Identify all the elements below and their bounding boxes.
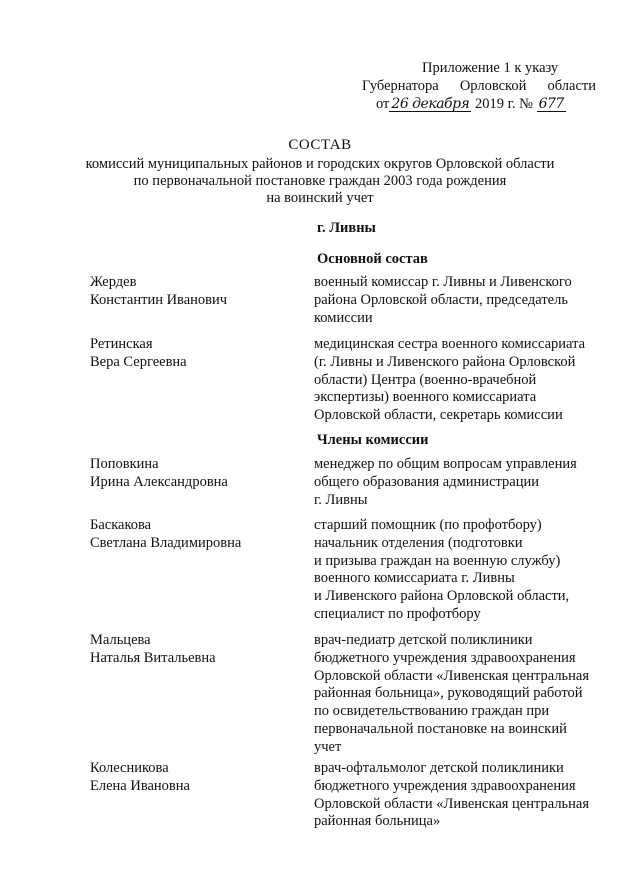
member-role [314, 274, 614, 327]
title-line-1: комиссий муниципальных районов и городских округов Орловской области [85, 156, 555, 172]
role-line: Орловской области «Ливенская центральная [314, 795, 590, 812]
section-members-heading: Члены комиссии [317, 432, 429, 448]
member-name [90, 456, 300, 492]
role-line: врач-педиатр детской поликлиники [314, 632, 533, 648]
member-role [314, 517, 614, 624]
member-surname: Поповкина [90, 456, 159, 472]
role-line: медицинская сестра военного комиссариата [314, 336, 586, 352]
role-line: Орловской области, секретарь комиссии [314, 407, 563, 424]
title-line-3: на воинский учет [266, 190, 374, 206]
role-line: области) Центра (военно-врачебной [314, 371, 537, 388]
member-name [90, 632, 300, 668]
member-name [90, 760, 300, 796]
document-title [0, 137, 640, 207]
section-main-heading: Основной состав [317, 251, 428, 267]
role-line: бюджетного учреждения здравоохранения [314, 777, 576, 794]
member-given-name: Наталья Витальевна [90, 649, 216, 666]
role-line: г. Ливны [314, 491, 368, 508]
appendix-label: Приложение 1 к указу [422, 60, 559, 76]
role-line: военного комиссариата г. Ливны [314, 570, 515, 587]
issuer-word-3: области [547, 78, 596, 94]
role-line: менеджер по общим вопросам управления [314, 456, 577, 472]
role-line: первоначальной постановке на воинский [314, 720, 567, 737]
role-line: Орловской области «Ливенская центральная [314, 667, 590, 684]
role-line: по освидетельствованию граждан при [314, 703, 550, 720]
role-line: экспертизы) военного комиссариата [314, 389, 537, 406]
role-line: и Ливенского района Орловской области, [314, 588, 570, 605]
role-line: старший помощник (по профотбору) [314, 517, 542, 533]
role-line: учет [314, 738, 342, 755]
member-given-name: Константин Иванович [90, 291, 228, 308]
number-sign: № [519, 96, 533, 112]
appendix-header [362, 60, 602, 114]
role-line: комиссии [314, 309, 373, 326]
city-heading: г. Ливны [317, 220, 376, 236]
member-surname: Ретинская [90, 336, 153, 352]
role-line: (г. Ливны и Ливенского района Орловской [314, 353, 576, 370]
member-given-name: Светлана Владимировна [90, 534, 242, 551]
member-name [90, 274, 300, 310]
role-line: районная больница» [314, 813, 441, 830]
role-line: района Орловской области, председатель [314, 291, 568, 308]
role-line: врач-офтальмолог детской поликлиники [314, 760, 564, 776]
member-surname: Жердев [90, 274, 137, 290]
member-surname: Колесникова [90, 760, 169, 776]
member-role [314, 456, 614, 509]
role-line: военный комиссар г. Ливны и Ливенского [314, 274, 572, 290]
member-surname: Баскакова [90, 517, 152, 533]
role-line: бюджетного учреждения здравоохранения [314, 649, 576, 666]
date-prefix: от [376, 96, 390, 112]
handwritten-number: 677 [538, 96, 564, 112]
issuer-word-1: Губернатора [362, 78, 439, 94]
title-line-2: по первоначальной постановке граждан 2003 года рождения [133, 173, 507, 189]
member-given-name: Вера Сергеевна [90, 353, 187, 370]
issuer-line [362, 78, 602, 96]
handwritten-date: 26 декабря [391, 96, 470, 112]
title-main: СОСТАВ [288, 137, 352, 153]
role-line: специалист по профотбору [314, 605, 481, 622]
member-role [314, 336, 614, 425]
member-name [90, 336, 300, 372]
member-given-name: Ирина Александровна [90, 473, 228, 490]
decree-date-line [362, 96, 602, 114]
member-surname: Мальцева [90, 632, 151, 648]
role-line: начальник отделения (подготовки [314, 534, 523, 551]
role-line: и призыва граждан на военную службу) [314, 552, 561, 569]
issuer-word-2: Орловской [459, 78, 527, 94]
member-role [314, 760, 614, 831]
member-name [90, 517, 300, 553]
role-line: общего образования администрации [314, 473, 539, 490]
member-given-name: Елена Ивановна [90, 777, 190, 794]
decree-year: 2019 г. [474, 96, 516, 112]
role-line: районная больница», руководящий работой [314, 685, 583, 702]
member-role [314, 632, 614, 757]
